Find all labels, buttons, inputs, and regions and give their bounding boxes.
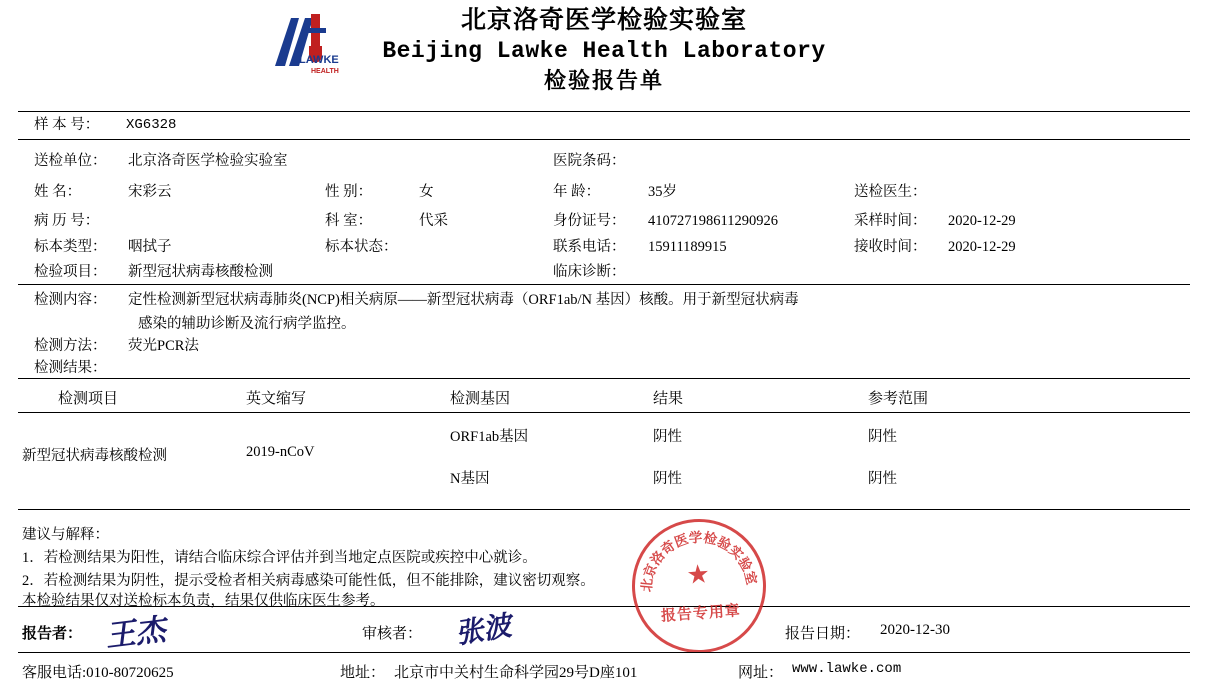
- table-row-reference-1: 阴性: [868, 471, 897, 487]
- divider-1: [18, 111, 1190, 112]
- department-label: 科 室：: [325, 213, 373, 229]
- table-row-result-1: 阴性: [653, 471, 682, 487]
- age-label: 年 龄：: [553, 184, 601, 200]
- sample-number-value: XG6328: [126, 117, 177, 133]
- laboratory-logo-icon: [265, 8, 347, 82]
- divider-7: [18, 606, 1190, 607]
- title-chinese: 北京洛奇医学检验实验室: [460, 7, 747, 34]
- clinical-diagnosis-label: 临床诊断：: [553, 264, 626, 280]
- gender-value: 女: [419, 184, 434, 200]
- report-header: [0, 0, 1208, 108]
- record-number-label: 病 历 号：: [34, 213, 100, 229]
- svg-text:HEALTH: HEALTH: [311, 68, 339, 75]
- reporter-signature: 王杰: [103, 613, 168, 654]
- detection-content-label: 检测内容：: [34, 292, 107, 308]
- divider-2: [18, 139, 1190, 140]
- phone-label: 联系电话：: [553, 239, 626, 255]
- id-number-value: 410727198611290926: [648, 213, 778, 229]
- receive-time-label: 接收时间：: [854, 239, 927, 255]
- department-value: 代采: [419, 213, 448, 229]
- specimen-type-value: 咽拭子: [128, 239, 172, 255]
- official-stamp: [627, 514, 770, 657]
- title-english: Beijing Lawke Health Laboratory: [382, 38, 826, 64]
- detection-result-label: 检测结果：: [34, 360, 107, 376]
- divider-5: [18, 412, 1190, 413]
- reviewer-signature: 张波: [453, 610, 514, 651]
- divider-4: [18, 378, 1190, 379]
- title-block: [0, 0, 1208, 96]
- column-header-item: 检测项目: [58, 391, 119, 407]
- website-label: 网址：: [738, 665, 784, 681]
- age-value: 35岁: [648, 184, 677, 200]
- table-row-reference-0: 阴性: [868, 429, 897, 445]
- report-date-value: 2020-12-30: [880, 622, 950, 638]
- column-header-gene: 检测基因: [450, 391, 511, 407]
- sender-label: 送检单位：: [34, 153, 107, 169]
- reviewer-label: 审核者：: [362, 626, 423, 642]
- table-row-abbr-0: 2019-nCoV: [246, 444, 315, 460]
- advice-line-1: 1．若检测结果为阳性，请结合临床综合评估并到当地定点医院或疾控中心就诊。: [22, 550, 537, 566]
- detection-method-label: 检测方法：: [34, 338, 107, 354]
- collection-time-value: 2020-12-29: [948, 213, 1016, 229]
- barcode-label: 医院条码：: [553, 153, 626, 169]
- reporter-label: 报告者：: [22, 626, 83, 642]
- send-doctor-label: 送检医生：: [854, 184, 927, 200]
- address-value: 北京市中关村生命科学园29号D座101: [394, 665, 638, 681]
- id-number-label: 身份证号：: [553, 213, 626, 229]
- advice-title: 建议与解释：: [22, 527, 109, 543]
- column-header-reference: 参考范围: [868, 391, 929, 407]
- receive-time-value: 2020-12-29: [948, 239, 1016, 255]
- name-value: 宋彩云: [128, 184, 172, 200]
- website-value: www.lawke.com: [792, 661, 902, 677]
- table-row-gene-1: N基因: [450, 471, 490, 487]
- detection-content-line1: 定性检测新型冠状病毒肺炎(NCP)相关病原——新型冠状病毒（ORF1ab/N 基因）核酸。用于新型冠状病毒: [128, 292, 799, 308]
- advice-line-2: 2．若检测结果为阴性，提示受检者相关病毒感染可能性低，但不能排除，建议密切观察。: [22, 573, 595, 589]
- stamp-top-text: 北京洛奇医学检验实验室: [638, 529, 760, 593]
- specimen-type-label: 标本类型：: [34, 239, 107, 255]
- divider-8: [18, 652, 1190, 653]
- column-header-result: 结果: [653, 391, 684, 407]
- divider-3: [18, 284, 1190, 285]
- stamp-star-icon: ★: [685, 559, 711, 590]
- detection-content-line2: 感染的辅助诊断及流行病学监控。: [138, 316, 356, 332]
- column-header-abbr: 英文缩写: [246, 391, 307, 407]
- stamp-bottom-text: 报告专用章: [660, 603, 742, 625]
- address-label: 地址：: [340, 665, 386, 681]
- sender-value: 北京洛奇医学检验实验室: [128, 153, 288, 169]
- gender-label: 性 别：: [325, 184, 373, 200]
- specimen-state-label: 标本状态：: [325, 239, 398, 255]
- title-subtitle: 检验报告单: [543, 68, 664, 93]
- test-item-label: 检验项目：: [34, 264, 107, 280]
- test-item-value: 新型冠状病毒核酸检测: [128, 264, 273, 280]
- table-row-item-0: 新型冠状病毒核酸检测: [22, 448, 167, 464]
- service-phone: 客服电话:010-80720625: [22, 665, 174, 681]
- collection-time-label: 采样时间：: [854, 213, 927, 229]
- svg-text:LAWKE: LAWKE: [299, 54, 339, 66]
- divider-6: [18, 509, 1190, 510]
- phone-value: 15911189915: [648, 239, 727, 255]
- table-row-gene-0: ORF1ab基因: [450, 429, 529, 445]
- advice-line-3: 本检验结果仅对送检标本负责，结果仅供临床医生参考。: [22, 593, 385, 609]
- detection-method-value: 荧光PCR法: [128, 338, 199, 354]
- name-label: 姓 名：: [34, 184, 82, 200]
- report-date-label: 报告日期：: [785, 626, 861, 642]
- table-row-result-0: 阴性: [653, 429, 682, 445]
- sample-number-label: 样 本 号：: [34, 117, 100, 133]
